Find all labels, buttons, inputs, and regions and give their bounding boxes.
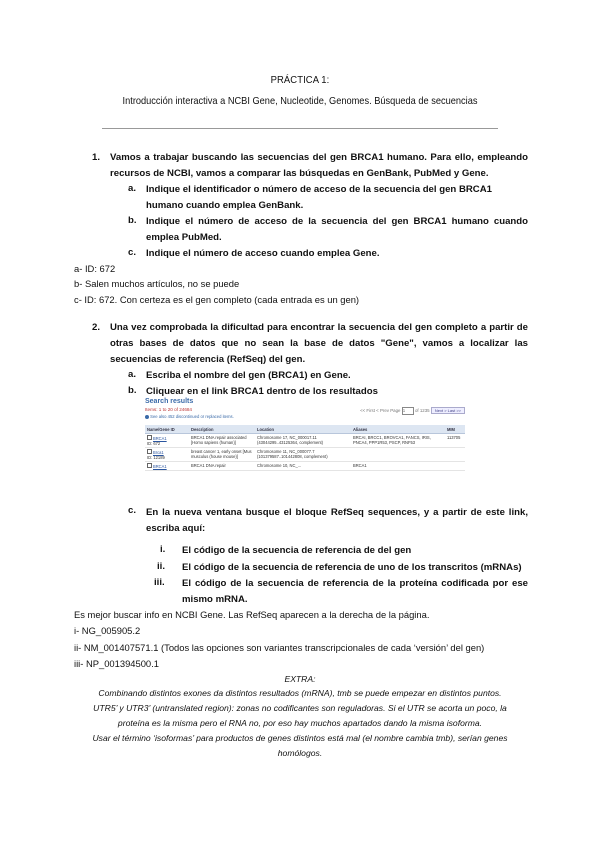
q1-item-c: Indique el número de acceso cuando emplea Gene. bbox=[146, 248, 380, 259]
col-description: Description bbox=[189, 425, 255, 434]
page-title: PRÁCTICA 1: bbox=[270, 74, 330, 86]
extra-line-5: homólogos. bbox=[277, 748, 323, 758]
answer-1a: a- ID: 672 bbox=[74, 263, 116, 274]
q1-item-a-letter: a. bbox=[128, 183, 137, 194]
title-divider bbox=[102, 128, 498, 129]
extra-title: EXTRA: bbox=[284, 674, 316, 684]
table-row: Brca1 ID: 12189 breast cancer 1, early onset [Mus musculus (house mouse)] Chromosome 11, NC_000077.7 (101379587..101442808, complement) bbox=[145, 448, 465, 462]
row-checkbox[interactable] bbox=[147, 435, 152, 440]
q2-item-a-letter: a. bbox=[128, 369, 137, 380]
extra-line-1: Combinando distintos exones da distintos resultados (mRNA), tmb se puede empezar en distintos puntos. bbox=[98, 688, 502, 698]
answer-1c: c- ID: 672. Con certeza es el gen completo (cada entrada es un gen) bbox=[74, 294, 360, 305]
col-aliases: Aliases bbox=[351, 425, 445, 434]
q2-item-a: Escriba el nombre del gen (BRCA1) en Gene. bbox=[146, 370, 351, 381]
q2-item-b-letter: b. bbox=[128, 385, 137, 396]
pager-page-label: Page bbox=[390, 408, 401, 414]
info-icon bbox=[145, 415, 149, 419]
col-name-gene-id: Name/Gene ID bbox=[145, 425, 189, 434]
answer-2ii: ii- NM_001407571.1 (Todos las opciones son variantes transcripcionales de cada ‘versión’ del gen) bbox=[74, 642, 485, 653]
q2-item-c-letter: c. bbox=[128, 505, 137, 516]
question-1-text: Vamos a trabajar buscando las secuencias del gen BRCA1 humano. Para ello, empleando recursos de NCBI, vamos a comparar las búsquedas en GenBank, PubMed y Gene. bbox=[110, 152, 528, 180]
pager-next[interactable]: Next > Last >> bbox=[431, 407, 465, 414]
gene-link-brca1[interactable]: BRCA1 bbox=[153, 436, 167, 441]
q1-item-b: Indique el número de acceso de la secuencia del gen BRCA1 humano cuando emplea PubMed. bbox=[146, 216, 528, 244]
q2-item-ii-num: ii. bbox=[157, 561, 165, 572]
q1-item-b-letter: b. bbox=[128, 215, 137, 226]
col-location: Location bbox=[255, 425, 351, 434]
q1-item-a: Indique el identificador o número de acceso de la secuencia del gen BRCA1 humano cuando emplea GenBank. bbox=[146, 184, 492, 212]
pager-prev[interactable]: << First < Prev bbox=[360, 408, 389, 414]
question-2-number: 2. bbox=[92, 322, 101, 333]
q2-item-iii: El código de la secuencia de referencia de la proteína codificada por ese mismo mRNA. bbox=[182, 578, 528, 606]
q2-item-b: Cliquear en el link BRCA1 dentro de los resultados bbox=[146, 386, 378, 397]
table-row: BRCA1 ID: 672 BRCA1 DNA repair associated [Homo sapiens (human)] Chromosome 17, NC_000017.11 (43044295..43125364, complement) BRCAI, BRCC1, BROVCA1, FANCS, IRIS, PNCA4, PPP1R53, PSCP, RNF53 113705 bbox=[145, 434, 465, 448]
extra-line-2: UTR5’ y UTR3’ (untranslated region): zonas no codificantes son reguladoras. Si el UTR se acorta un poco, la bbox=[93, 703, 507, 713]
q2-item-i: El código de la secuencia de referencia de del gen bbox=[182, 545, 412, 556]
note-gene-tip: Es mejor buscar info en NCBI Gene. Las RefSeq aparecen a la derecha de la página. bbox=[74, 609, 430, 620]
answer-2i: i- NG_005905.2 bbox=[74, 625, 141, 636]
search-results-info bbox=[145, 414, 234, 419]
extra-line-3: proteína es la misma pero el RNA no, por eso hay muchos apartados dando la misma isoforma. bbox=[117, 718, 483, 728]
q2-item-i-num: i. bbox=[160, 544, 166, 555]
gene-link-brca1-mouse[interactable]: Brca1 bbox=[153, 450, 164, 455]
q1-item-c-letter: c. bbox=[128, 247, 137, 258]
col-mim: MIM bbox=[445, 425, 465, 434]
answer-2iii: iii- NP_001394500.1 bbox=[74, 658, 159, 669]
gene-link-brca1-other[interactable]: BRCA1 bbox=[153, 464, 167, 469]
row-checkbox[interactable] bbox=[147, 449, 152, 454]
search-results-table bbox=[145, 425, 465, 471]
answer-1b: b- Salen muchos artículos, no se puede bbox=[74, 278, 240, 289]
question-2-text: Una vez comprobada la dificultad para encontrar la secuencia del gen completo a partir de otras bases de datos que no sean la base de datos "Gene", vamos a localizar las secuencias de referencia (RefSeq) del gen. bbox=[110, 322, 528, 366]
search-results-heading: Search results bbox=[145, 398, 194, 405]
pager-page-input[interactable]: 1 bbox=[402, 407, 414, 415]
search-results-image bbox=[145, 398, 465, 480]
q2-item-ii: El código de la secuencia de referencia de uno de los transcritos (mRNAs) bbox=[182, 562, 522, 573]
search-results-count: Items: 1 to 20 of 24684 bbox=[145, 407, 192, 412]
question-1-number: 1. bbox=[92, 152, 101, 163]
table-row: BRCA1 BRCA1 DNA repair Chromosome 10, NC_... BRCA1 bbox=[145, 462, 465, 471]
page-subtitle: Introducción interactiva a NCBI Gene, Nucleotide, Genomes. Búsqueda de secuencias bbox=[122, 95, 478, 107]
search-results-info-text: See also 452 discontinued or replaced items. bbox=[150, 414, 234, 419]
search-results-pager bbox=[360, 407, 465, 415]
row-checkbox[interactable] bbox=[147, 463, 152, 468]
pager-total: of 1235 bbox=[414, 408, 430, 414]
extra-line-4: Usar el término ‘isoformas’ para productos de genes distintos está mal (el nombre cambia tmb), serían genes bbox=[92, 733, 508, 743]
q2-item-c: En la nueva ventana busque el bloque RefSeq sequences, y a partir de este link, escriba aquí: bbox=[146, 507, 528, 535]
q2-item-iii-num: iii. bbox=[154, 577, 165, 588]
